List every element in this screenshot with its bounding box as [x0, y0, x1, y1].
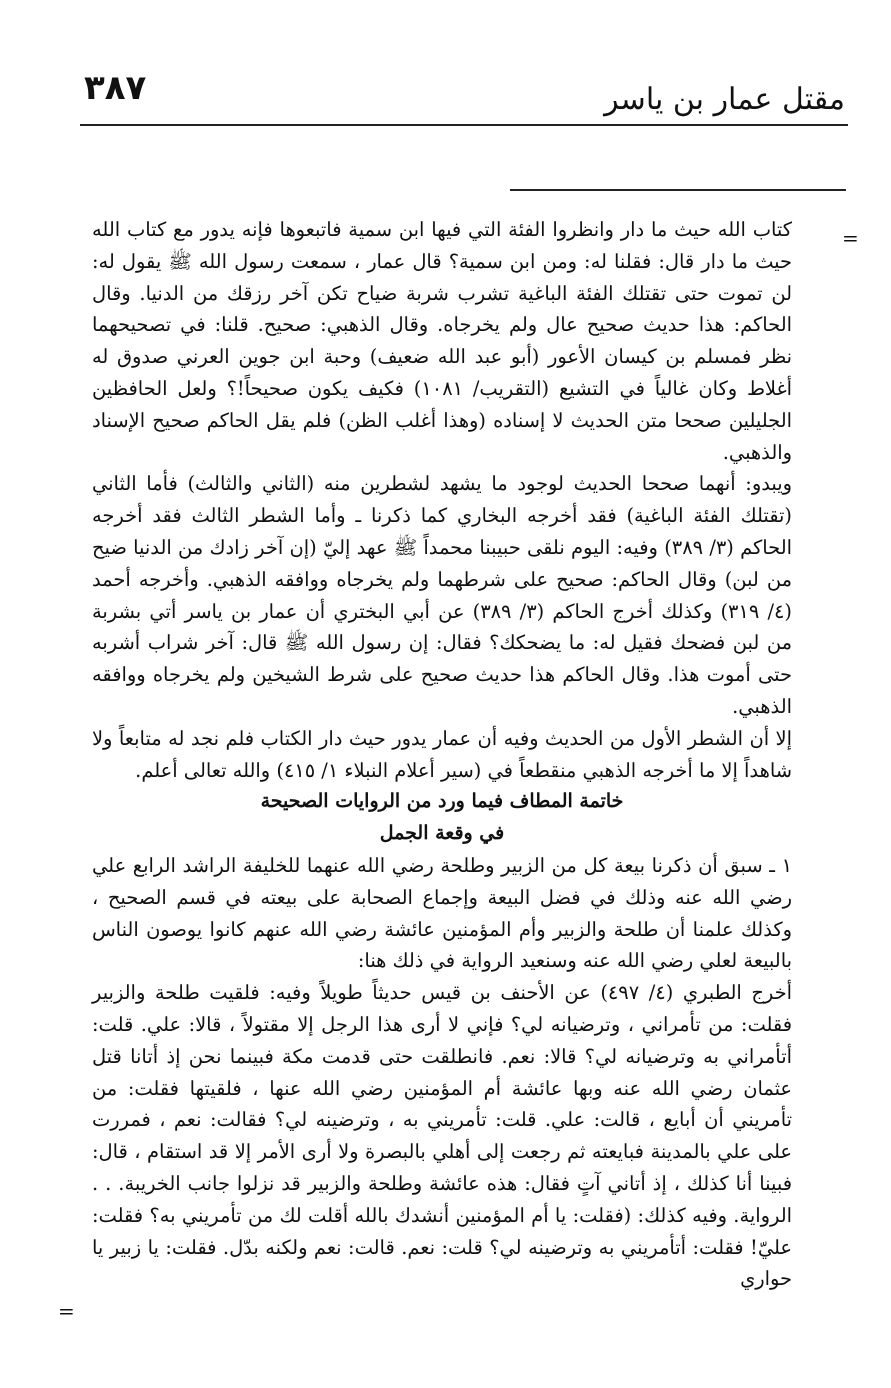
section-heading-1: خاتمة المطاف فيما ورد من الروايات الصحيحة — [260, 790, 624, 813]
body-paragraph-2: أخرج الطبري (٤/ ٤٩٧) عن الأحنف بن قيس حديثاً طويلاً وفيه: فلقيت طلحة والزبير فقلت: من تأمراني ، وترضيانه لي؟ فإني لا أرى هذا الرجل إلا مقتولاً ، قالا: علي. قلت: أتأمراني به وترضيانه لي؟ قالا: نعم. فانطلقت حتى قدمت مكة فبينما نحن إذ أتانا قتل عثمان رضي الله عنه وبها عائشة أم المؤمنين رضي الله عنها ، فلقيتها فقلت: من تأمريني أن أبايع ، قالت: علي. قلت: تأمريني به ، وترضينه لي؟ فقالت: نعم ، فمررت على علي بالمدينة فبايعته ثم رجعت إلى أهلي بالبصرة ولا أرى الأمر إلا قد استقام ، قال: فبينا أنا كذلك ، إذ أتاني آتٍ فقال: هذه عائشة وطلحة والزبير قد نزلوا جانب الخريبة. . . الرواية. وفيه كذلك: (فقلت: يا أم المؤمنين أنشدك بالله أقلت لك من تأمريني به؟ فقلت: عليّ! فقلت: أتأمريني به وترضينه لي؟ قلت: نعم. قالت: نعم ولكنه بدّل. فقلت: يا زبير يا حواري — [92, 981, 792, 1291]
footnote-paragraph-1: كتاب الله حيث ما دار وانظروا الفئة التي فيها ابن سمية فاتبعوها فإنه يدور مع كتاب الله حيث ما دار قال: فقلنا له: ومن ابن سمية؟ قال عمار ، سمعت رسول الله ﷺ يقول له: لن تموت حتى تقتلك الفئة الباغية تشرب شربة ضياح تكن آخر رزقك من الدنيا. وقال الحاكم: هذا حديث صحيح عال ولم يخرجاه. وقال الذهبي: صحيح. قلنا: في تصحيحهما نظر فمسلم بن كيسان الأعور (أبو عبد الله ضعيف) وحبة ابن جوين العرني صدوق له أغلاط وكان غالياً في التشيع (التقريب/ ١٠٨١) فكيف يكون صحيحاً!؟ ولعل الحافظين الجليلين صححا متن الحديث لا إسناده (وهذا أغلب الظن) فلم يقل الحاكم صحيح الإسناد والذهبي. — [92, 218, 792, 464]
footnote-paragraph-2: ويبدو: أنهما صححا الحديث لوجود ما يشهد لشطرين منه (الثاني والثالث) فأما الثاني (تقتلك الفئة الباغية) فقد أخرجه البخاري كما ذكرنا ـ وأما الشطر الثالث فقد أخرجه الحاكم (٣/ ٣٨٩) وفيه: اليوم نلقى حبيبنا محمداً ﷺ عهد إليّ (إن آخر زادك من الدنيا ضيح من لبن) وقال الحاكم: صحيح على شرطهما ولم يخرجاه ووافقه الذهبي. وأخرجه أحمد (٤/ ٣١٩) وكذلك أخرج الحاكم (٣/ ٣٨٩) عن أبي البختري أن عمار بن ياسر أتي بشربة من لبن فضحك فقيل له: ما يضحكك؟ فقال: إن رسول الله ﷺ قال: آخر شراب أشربه حتى أموت هذا. وقال الحاكم هذا حديث صحيح على شرط الشيخين ولم يخرجاه ووافقه الذهبي. — [92, 472, 792, 718]
page-number: ٣٨٧ — [84, 68, 147, 108]
running-title: مقتل عمار بن ياسر — [604, 82, 845, 117]
page-content — [92, 214, 792, 1295]
footnote-paragraph-3: إلا أن الشطر الأول من الحديث وفيه أن عمار يدور حيث دار الكتاب فلم نجد له متابعاً ولا شاهداً إلا ما أخرجه الذهبي منقطعاً في (سير أعلام النبلاء ١/ ٤١٥) والله تعالى أعلم. — [92, 726, 792, 782]
body-paragraph-1: ١ ـ سبق أن ذكرنا بيعة كل من الزبير وطلحة رضي الله عنهما للخليفة الراشد الرابع علي رضي الله عنه وذلك في فضل البيعة وإجماع الصحابة على بيعته في قسم الصحيح ، وكذلك علمنا أن طلحة والزبير وأم المؤمنين عائشة رضي الله عنهم كانوا يوصون الناس بالبيعة لعلي رضي الله عنه وسنعيد الرواية في ذلك هنا: — [92, 853, 792, 973]
section-heading-2: في وقعة الجمل — [379, 822, 505, 845]
continuation-mark-top: = — [842, 226, 859, 250]
footnote-rule — [510, 189, 846, 191]
continuation-mark-bottom: = — [58, 1299, 75, 1323]
header-rule — [80, 124, 848, 126]
